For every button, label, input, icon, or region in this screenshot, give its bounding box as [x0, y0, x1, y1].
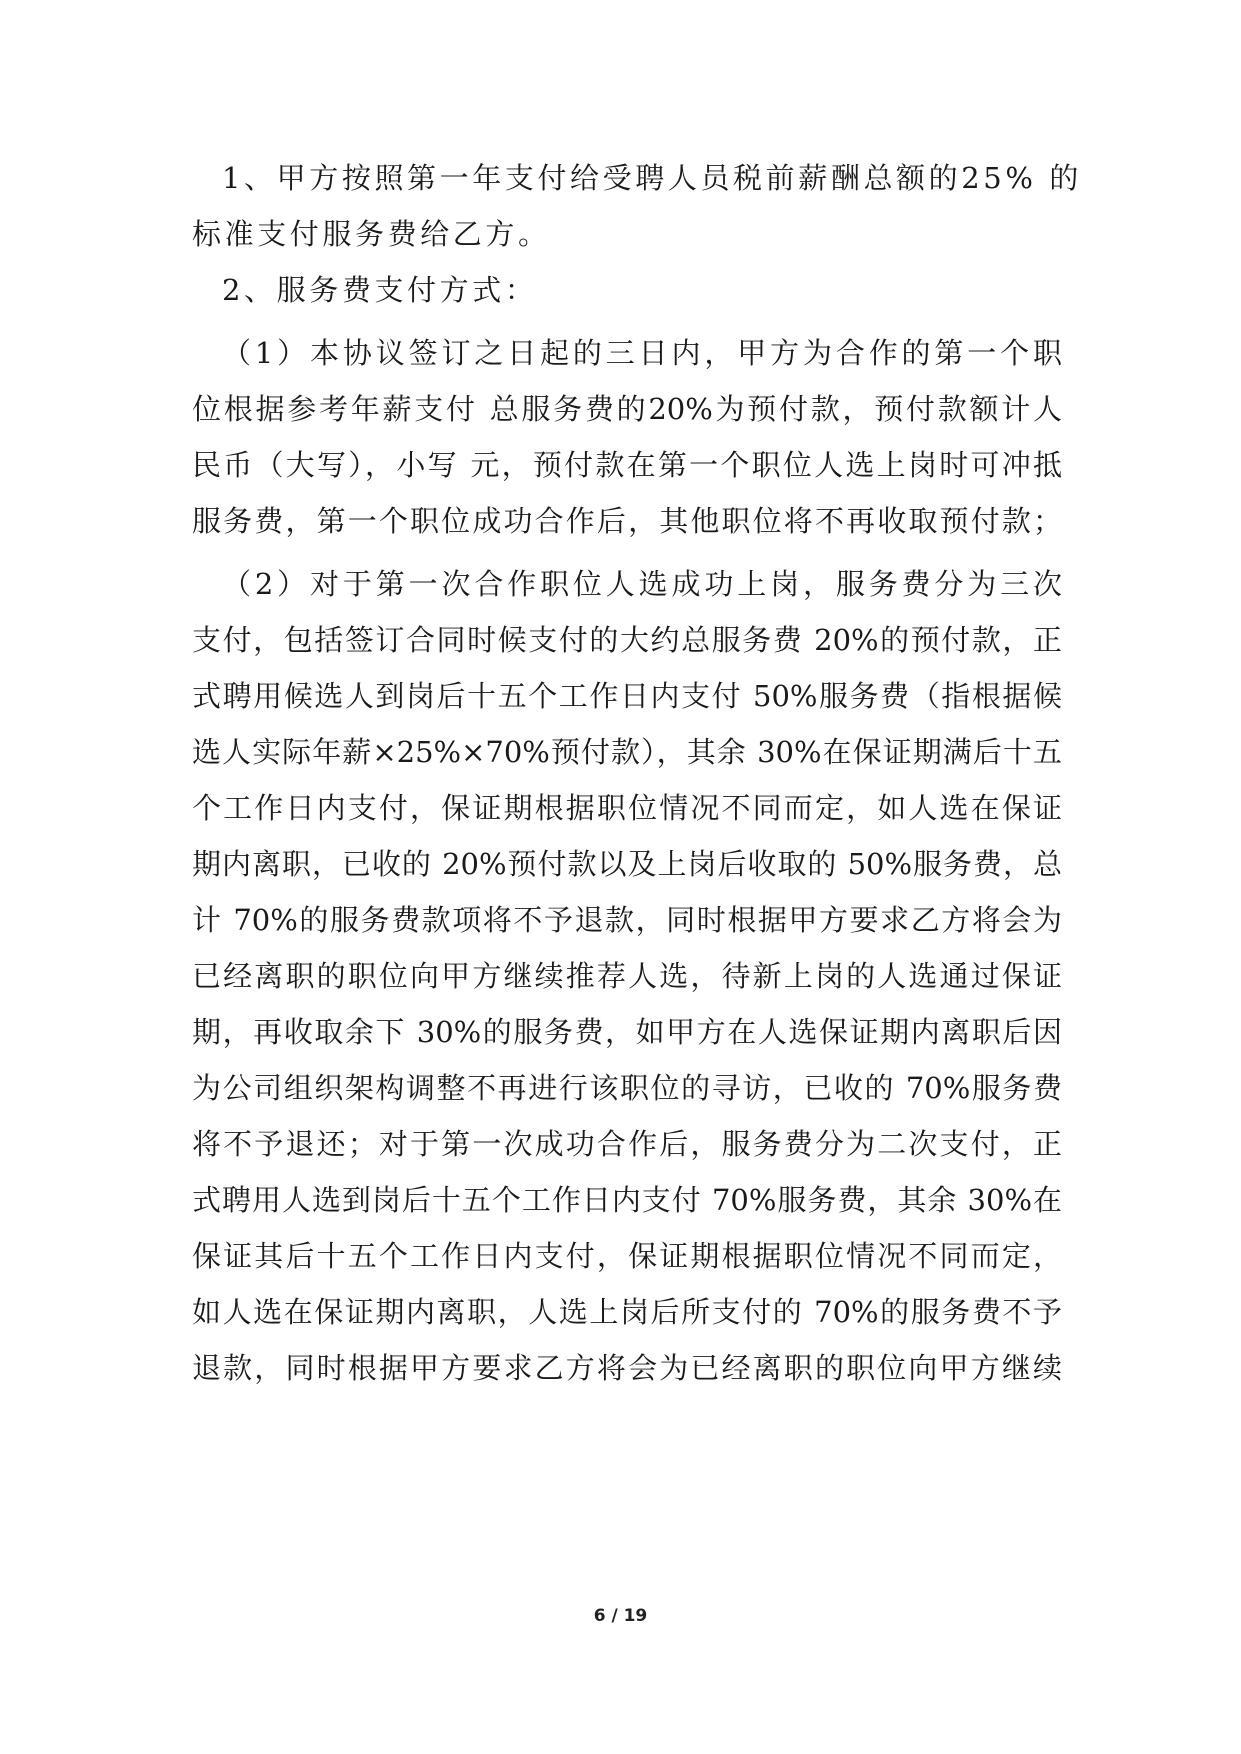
paragraph-4-line-11: 将不予退还；对于第一次成功合作后，服务费分为二次支付，正 — [192, 1127, 1062, 1161]
paragraph-3-line-2: 位根据参考年薪支付 总服务费的20%为预付款，预付款额计人 — [192, 392, 1062, 426]
paragraph-4-line-13: 保证其后十五个工作日内支付，保证期根据职位情况不同而定， — [192, 1239, 1062, 1273]
paragraph-3-line-3: 民币（大写），小写 元，预付款在第一个职位人选上岗时可冲抵 — [192, 448, 1062, 482]
paragraph-2-line-1: 2、服务费支付方式： — [222, 273, 538, 307]
paragraph-4-line-6: 期内离职，已收的 20%预付款以及上岗后收取的 50%服务费，总 — [192, 847, 1062, 881]
paragraph-4-line-10: 为公司组织架构调整不再进行该职位的寻访，已收的 70%服务费 — [192, 1071, 1062, 1105]
paragraph-4-line-7: 计 70%的服务费款项将不予退款，同时根据甲方要求乙方将会为 — [192, 903, 1062, 937]
paragraph-3-line-1: （1）本协议签订之日起的三日内，甲方为合作的第一个职 — [222, 336, 1062, 370]
paragraph-4-line-15: 退款，同时根据甲方要求乙方将会为已经离职的职位向甲方继续 — [192, 1351, 1062, 1385]
paragraph-3-line-4: 服务费，第一个职位成功合作后，其他职位将不再收取预付款； — [192, 504, 1062, 538]
page-number: 6 / 19 — [593, 1606, 648, 1626]
paragraph-4-line-2: 支付，包括签订合同时候支付的大约总服务费 20%的预付款，正 — [192, 623, 1062, 657]
paragraph-1-line-2: 标准支付服务费给乙方。 — [192, 217, 551, 251]
paragraph-4-line-3: 式聘用候选人到岗后十五个工作日内支付 50%服务费（指根据候 — [192, 679, 1062, 713]
paragraph-1-line-1: 1、甲方按照第一年支付给受聘人员税前薪酬总额的25% 的 — [222, 161, 1082, 195]
paragraph-4-line-14: 如人选在保证期内离职，人选上岗后所支付的 70%的服务费不予 — [192, 1295, 1062, 1329]
paragraph-4-line-12: 式聘用人选到岗后十五个工作日内支付 70%服务费，其余 30%在 — [192, 1183, 1062, 1217]
paragraph-4-line-5: 个工作日内支付，保证期根据职位情况不同而定，如人选在保证 — [192, 791, 1062, 825]
paragraph-4-line-4: 选人实际年薪×25%×70%预付款），其余 30%在保证期满后十五 — [192, 735, 1062, 769]
paragraph-4-line-8: 已经离职的职位向甲方继续推荐人选，待新上岗的人选通过保证 — [192, 959, 1062, 993]
paragraph-4-line-1: （2）对于第一次合作职位人选成功上岗，服务费分为三次 — [222, 567, 1062, 601]
paragraph-4-line-9: 期，再收取余下 30%的服务费，如甲方在人选保证期内离职后因 — [192, 1015, 1062, 1049]
